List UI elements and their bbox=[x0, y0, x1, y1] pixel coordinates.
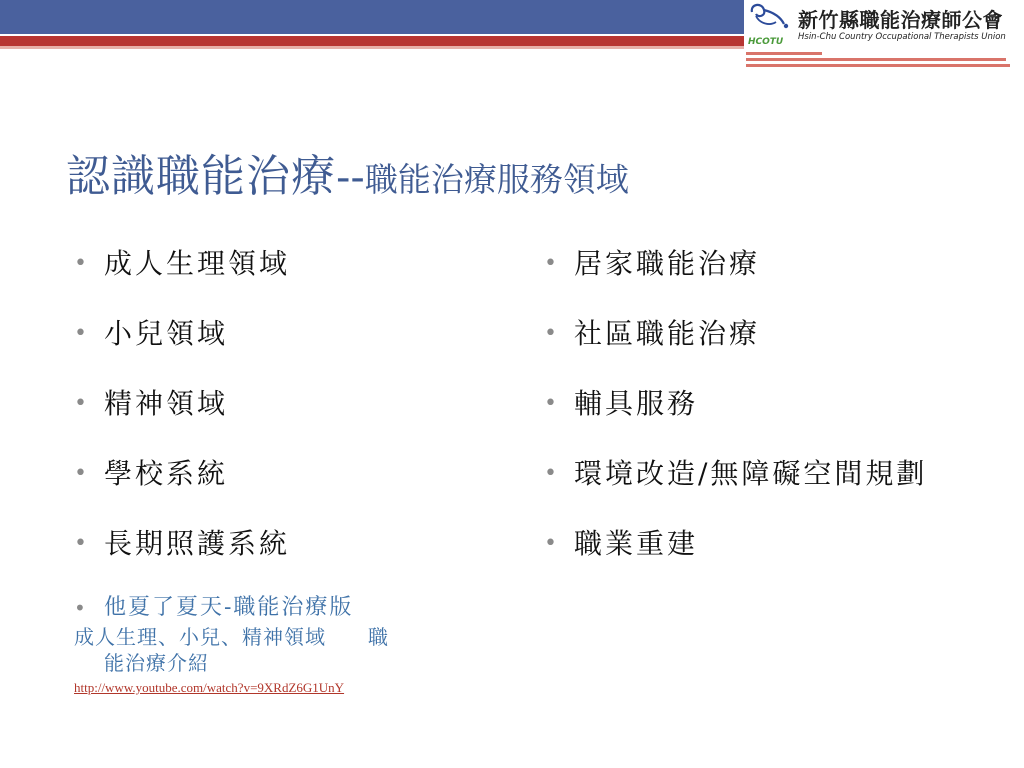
slide-title-separator: -- bbox=[336, 155, 365, 201]
header-stripe bbox=[746, 52, 822, 55]
bullet-item: • 職業重建 bbox=[544, 524, 927, 594]
union-logo-mark-icon bbox=[746, 2, 794, 48]
union-logo bbox=[746, 0, 1024, 50]
union-name: 新竹縣職能治療師公會 bbox=[798, 8, 1003, 32]
slide-title-main: 認識職能治療 bbox=[66, 151, 336, 202]
bullet-item: • 小兒領域 bbox=[74, 314, 290, 384]
video-description-continued: 能治療介紹 bbox=[104, 651, 209, 675]
header-stripe bbox=[746, 64, 1010, 67]
bullet-item: • 社區職能治療 bbox=[544, 314, 927, 384]
left-bullet-list bbox=[74, 244, 290, 594]
bullet-item: • 學校系統 bbox=[74, 454, 290, 524]
header-band-pink bbox=[0, 46, 744, 49]
slide-title-sub: 職能治療服務領域 bbox=[364, 160, 629, 199]
union-english-name: Hsin-Chu Country Occupational Therapists Union bbox=[798, 32, 1006, 42]
bullet-item: • 輔具服務 bbox=[544, 384, 927, 454]
right-bullet-list bbox=[544, 244, 927, 594]
logo-mark-text: HCOTU bbox=[748, 37, 784, 47]
bullet-item: • 長期照護系統 bbox=[74, 524, 290, 594]
header-stripe bbox=[746, 58, 1006, 61]
video-description: 成人生理、小兒、精神領域 職 bbox=[74, 625, 389, 649]
video-note bbox=[74, 592, 504, 696]
bullet-item: • 精神領域 bbox=[74, 384, 290, 454]
video-link[interactable]: http://www.youtube.com/watch?v=9XRdZ6G1UnY bbox=[74, 680, 345, 695]
header-band-red bbox=[0, 36, 744, 46]
video-title: • 他夏了夏天-職能治療版 bbox=[74, 592, 504, 624]
header-band-blue bbox=[0, 0, 744, 34]
bullet-item: • 成人生理領域 bbox=[74, 244, 290, 314]
bullet-item: • 環境改造/無障礙空間規劃 bbox=[544, 454, 927, 524]
bullet-item: • 居家職能治療 bbox=[544, 244, 927, 314]
slide-title bbox=[66, 140, 629, 204]
